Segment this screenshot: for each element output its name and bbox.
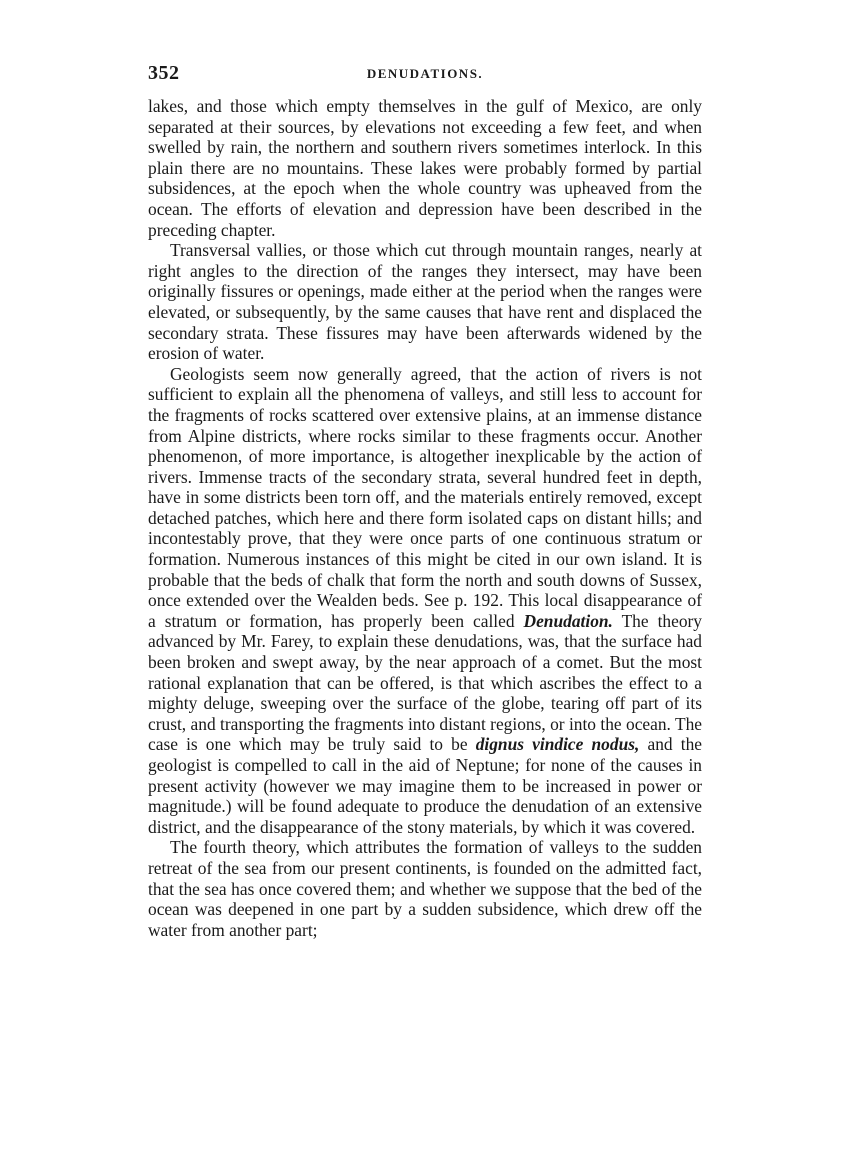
paragraph-2: Transversal vallies, or those which cut through mountain ranges, nearly at right angles to the direction of the ranges they intersect, may have been originally fissures or openings, made either at the period when the ranges were elevated, or subsequently, by the same causes that have rent and displaced the secondary strata. These fissures may have been afterwards widened by the erosion of water. [148, 240, 702, 364]
emphasis-latin-phrase: dignus vindice nodus, [475, 734, 640, 755]
running-title: DENUDATIONS. [366, 66, 484, 81]
paragraph-1: lakes, and those which empty themselves in the gulf of Mexico, are only separated at their sources, by elevations not exceeding a few feet, and when swelled by rain, the northern and southern rivers sometimes interlock. In this plain there are no mountains. These lakes were probably formed by partial subsidences, at the epoch when the whole country was upheaved from the ocean. The efforts of elevation and depression have been described in the preceding chapter. [148, 96, 702, 240]
body-text [148, 96, 702, 940]
paragraph-3-text-b: The theory advanced by Mr. Farey, to explain these denudations, was, that the surface had been broken and swept away, by the near approach of a comet. But the most rational explanation that can be offered, is that which ascribes the effect to a mighty deluge, sweeping over the surface of the globe, tearing off part of its crust, and transporting the fragments into distant regions, or into the ocean. The case is one which may be truly said to be [148, 610, 702, 755]
emphasis-denudation: Denudation. [523, 610, 613, 631]
paragraph-4: The fourth theory, which attributes the formation of valleys to the sudden retreat of the sea from our present continents, is founded on the admitted fact, that the sea has once covered them; and whether we suppose that the bed of the ocean was deepened in one part by a sudden subsidence, which drew off the water from another part; [148, 837, 702, 940]
page-number: 352 [148, 62, 180, 84]
paragraph-3-text-c: and the geologist is compelled to call in the aid of Neptune; for none of the causes in present activity (however we may imagine them to be increased in power or magnitude.) will be found adequate to produce the denudation of an extensive district, and the disappearance of the stony materials, by which it was covered. [148, 734, 702, 837]
running-head [148, 62, 702, 88]
paragraph-3 [148, 364, 702, 838]
book-page [148, 62, 702, 940]
paragraph-3-text-a: Geologists seem now generally agreed, that the action of rivers is not sufficient to explain all the phenomena of valleys, and still less to account for the fragments of rocks scattered over extensive plains, at an immense distance from Alpine districts, where rocks similar to these fragments occur. Another phenomenon, of more importance, is altogether inexplicable by the action of rivers. Immense tracts of the secondary strata, several hundred feet in depth, have in some districts been torn off, and the materials entirely removed, except detached patches, which here and there form isolated caps on distant hills; and incontestably prove, that they were once parts of one continuous stratum or formation. Numerous instances of this might be cited in our own island. It is probable that the beds of chalk that form the north and south downs of Sussex, once extended over the Wealden beds. See p. 192. This local disappearance of a stratum or formation, has properly been called [148, 363, 702, 631]
